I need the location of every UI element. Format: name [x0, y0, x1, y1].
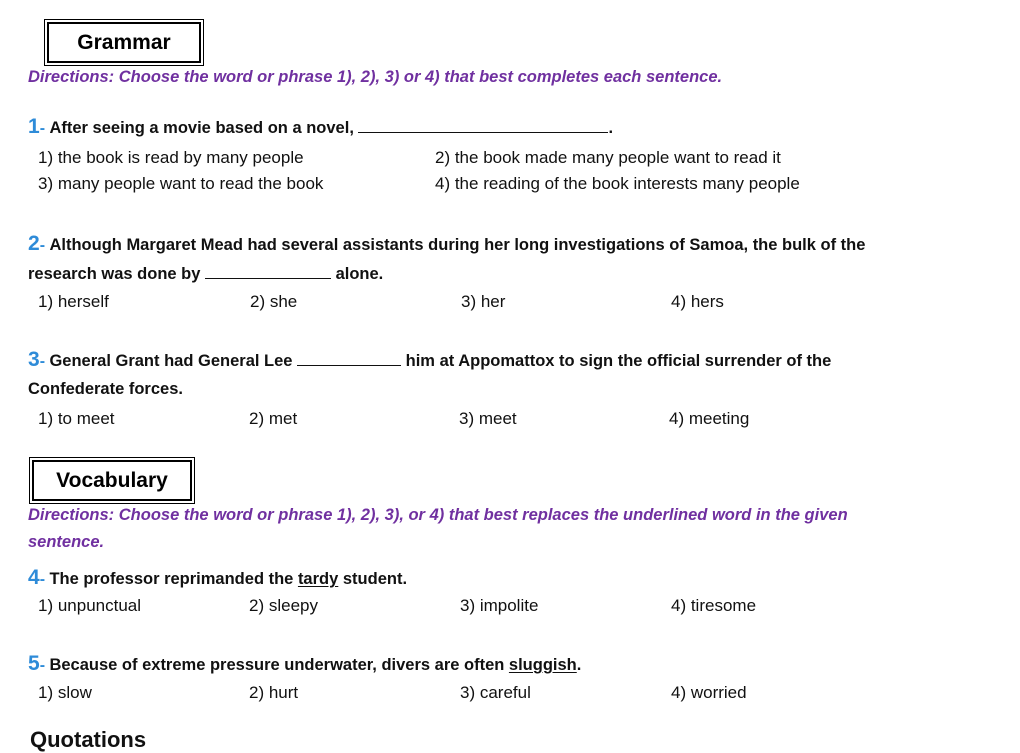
question-3-stem-line-1: 3- General Grant had General Lee him at Appomattox to sign the official surrender of the [28, 348, 832, 371]
question-4-option-1[interactable]: 1) unpunctual [38, 596, 142, 615]
question-3-option-1[interactable]: 1) to meet [38, 409, 115, 428]
question-1-option-1[interactable]: 1) the book is read by many people [38, 148, 304, 167]
question-3-blank [297, 351, 401, 366]
vocabulary-directions-line-1: Directions: Choose the word or phrase 1), 2), 3), or 4) that best replaces the underlined word in the given [28, 506, 848, 524]
question-4-option-3[interactable]: 3) impolite [460, 596, 539, 615]
question-2-option-3[interactable]: 3) her [461, 292, 506, 311]
question-1-blank [358, 118, 608, 133]
question-3-option-4[interactable]: 4) meeting [669, 409, 750, 428]
question-2-blank [205, 264, 331, 279]
question-4-option-4[interactable]: 4) tiresome [671, 596, 757, 615]
question-1-stem: 1- After seeing a movie based on a novel, . [28, 115, 614, 138]
question-5-option-4[interactable]: 4) worried [671, 683, 747, 702]
question-3-option-2[interactable]: 2) met [249, 409, 298, 428]
question-1-option-4[interactable]: 4) the reading of the book interests many people [435, 174, 800, 193]
vocabulary-directions-line-2: sentence. [28, 533, 105, 551]
question-4-stem: 4- The professor reprimanded the tardy student. [28, 566, 408, 589]
question-2-option-1[interactable]: 1) herself [38, 292, 109, 311]
question-2-stem-line-1: 2- Although Margaret Mead had several assistants during her long investigations of Samoa, the bulk of the [28, 232, 866, 255]
question-3-option-3[interactable]: 3) meet [459, 409, 517, 428]
question-1-option-2[interactable]: 2) the book made many people want to read it [435, 148, 781, 167]
question-2-stem-line-2: research was done by alone. [28, 265, 384, 283]
question-5-option-2[interactable]: 2) hurt [249, 683, 299, 702]
question-2-option-4[interactable]: 4) hers [671, 292, 724, 311]
cutoff-heading: Quotations [30, 727, 147, 752]
grammar-directions: Directions: Choose the word or phrase 1), 2), 3) or 4) that best completes each sentence. [28, 68, 723, 86]
question-1-option-3[interactable]: 3) many people want to read the book [38, 174, 324, 193]
question-2-option-2[interactable]: 2) she [250, 292, 298, 311]
question-1-number: 1 [28, 115, 40, 138]
question-5-underlined-word: sluggish [508, 656, 577, 674]
question-5-stem: 5- Because of extreme pressure underwater, divers are often sluggish. [28, 652, 582, 675]
question-3-number: 3 [28, 348, 40, 371]
question-5-option-1[interactable]: 1) slow [38, 683, 92, 702]
question-4-option-2[interactable]: 2) sleepy [249, 596, 318, 615]
grammar-heading: Grammar [77, 30, 171, 54]
vocabulary-heading-box [32, 460, 192, 501]
grammar-heading-box [47, 22, 201, 63]
question-4-number: 4 [28, 566, 40, 589]
question-4-underlined-word: tardy [297, 570, 339, 588]
question-5-option-3[interactable]: 3) careful [460, 683, 531, 702]
question-2-number: 2 [28, 232, 40, 255]
vocabulary-heading: Vocabulary [56, 468, 168, 492]
question-3-stem-line-2: Confederate forces. [28, 380, 183, 398]
question-5-number: 5 [28, 652, 40, 675]
